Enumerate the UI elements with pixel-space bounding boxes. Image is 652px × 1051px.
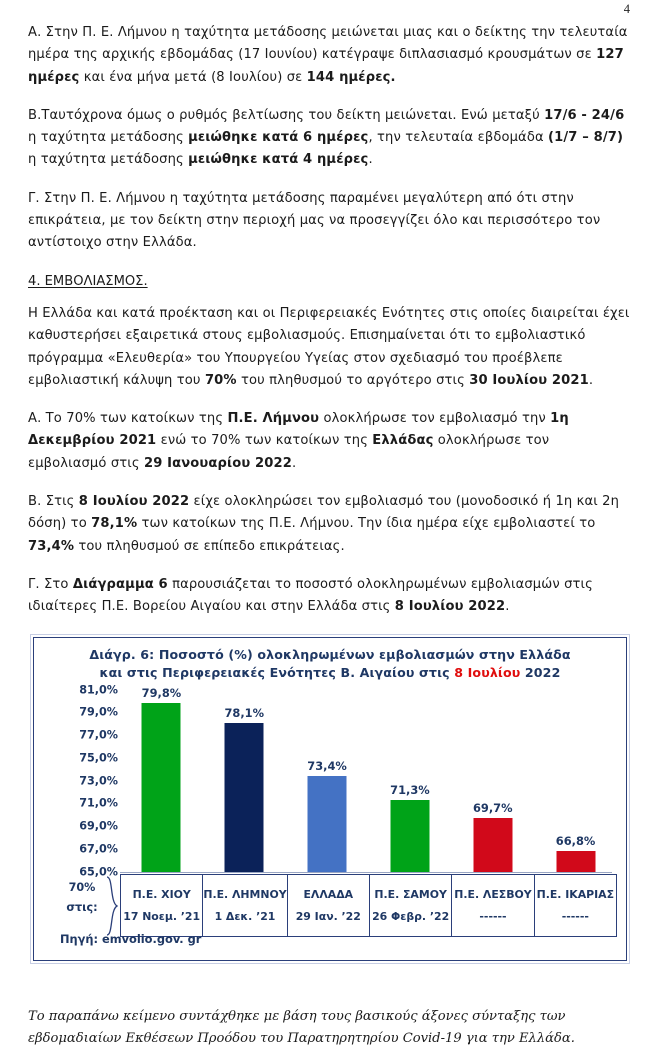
paragraph-a-text-2: και ένα μήνα μετά (8 Ιουλίου) σε bbox=[79, 69, 307, 85]
paragraph-vaccination-b bbox=[18, 491, 634, 558]
chart-category-cell bbox=[121, 875, 203, 936]
vax-b-bold-3: 73,4% bbox=[28, 538, 75, 554]
paragraph-b-bold-1: 17/6 - 24/6 bbox=[544, 107, 625, 123]
chart-y-axis bbox=[46, 683, 118, 879]
chart-category-name: Π.Ε. ΣΑΜΟΥ bbox=[374, 887, 447, 901]
vax-intro-text-1: Η Ελλάδα και κατά προέκταση και οι Περιφερειακές Ενότητες στις οποίες διαιρείται έχει καθυστερήσει εξαιρετικά στους εμβολιασμούς. Επισημαίνεται ότι το εμβολιαστικό πρόγραμμα «Ελευθερία» του Υπουργείου Υγείας στον σχεδιασμό του προέβλεπε εμβολιαστική κάλυψη του bbox=[28, 305, 630, 388]
chart-bar-value-label: 69,7% bbox=[472, 801, 513, 816]
paragraph-b-bold-4: μειώθηκε κατά 4 ημέρες bbox=[188, 152, 369, 168]
paragraph-b-text-3: , την τελευταία εβδομάδα bbox=[368, 130, 549, 146]
chart-category-name: Π.Ε. ΙΚΑΡΙΑΣ bbox=[536, 887, 615, 901]
chart-row-label-line-1: 70% bbox=[68, 880, 96, 894]
chart-category-name: Π.Ε. ΧΙΟΥ bbox=[132, 887, 191, 901]
page-number: 4 bbox=[623, 2, 630, 16]
chart-category-cell bbox=[452, 875, 534, 936]
vax-b-text-3: των κατοίκων της Π.Ε. Λήμνου. Την ίδια ημέρα είχε εμβολιαστεί το bbox=[137, 516, 596, 532]
chart-bar-slot bbox=[120, 686, 203, 872]
chart-bar bbox=[142, 703, 181, 871]
chart-title-line-1: Διάγρ. 6: Ποσοστό (%) ολοκληρωμένων εμβολιασμών στην Ελλάδα bbox=[89, 646, 571, 662]
paragraph-vaccination-intro bbox=[18, 303, 634, 392]
vax-b-text-4: του πληθυσμού σε επίπεδο επικράτειας. bbox=[74, 538, 345, 554]
chart-category-cell bbox=[288, 875, 370, 936]
vax-a-bold-3: Ελλάδας bbox=[372, 433, 434, 449]
chart-category-name: Π.Ε. ΛΕΣΒΟΥ bbox=[454, 887, 532, 901]
chart-source-label: Πηγή: emvolio.gov. gr bbox=[60, 931, 202, 946]
paragraph-vaccination-c bbox=[18, 574, 634, 619]
chart-bar-value-label: 71,3% bbox=[390, 782, 430, 797]
chart-category-date: 29 Ιαν. ’22 bbox=[295, 909, 361, 923]
vax-c-bold-1: Διάγραμμα 6 bbox=[72, 576, 168, 592]
paragraph-vaccination-a bbox=[18, 408, 634, 475]
vax-a-text-2: ολοκλήρωσε τον εμβολιασμό την bbox=[319, 411, 551, 427]
chart-category-table bbox=[120, 874, 617, 937]
vax-b-bold-2: 78,1% bbox=[91, 516, 138, 532]
vax-intro-bold-1: 70% bbox=[204, 372, 237, 388]
paragraph-b-text-1: Β.Ταυτόχρονα όμως ο ρυθμός βελτίωσης του δείκτη μειώνεται. Ενώ μεταξύ bbox=[28, 107, 545, 123]
chart-category-name: Π.Ε. ΛΗΜΝΟΥ bbox=[203, 887, 287, 901]
section-heading-text: 4. ΕΜΒΟΛΙΑΣΜΟΣ. bbox=[28, 273, 148, 289]
chart-bar bbox=[390, 800, 429, 872]
section-heading-vaccination bbox=[18, 271, 634, 293]
paragraph-b-bold-2: μειώθηκε κατά 6 ημέρες bbox=[188, 130, 369, 146]
chart-plot-area bbox=[120, 686, 617, 872]
paragraph-a-text-1: Α. Στην Π. Ε. Λήμνου η ταχύτητα μετάδοσης μειώνεται μιας και ο δείκτης την τελευταία ημέρα της αρχικής εβδομάδας (17 Ιουνίου) κατέγραψε διπλασιασμό κρουσμάτων σε bbox=[28, 25, 628, 63]
vax-a-text-5: . bbox=[292, 455, 297, 471]
chart-bar-value-label: 79,8% bbox=[141, 686, 182, 701]
chart-y-tick: 79,0% bbox=[79, 705, 118, 719]
vax-a-bold-4: 29 Ιανουαρίου 2022 bbox=[143, 455, 293, 471]
chart-bar-value-label: 66,8% bbox=[555, 834, 596, 849]
chart-category-cell bbox=[535, 875, 616, 936]
chart-y-tick: 73,0% bbox=[79, 774, 118, 788]
chart-category-cell bbox=[203, 875, 287, 936]
chart-y-tick: 75,0% bbox=[79, 751, 118, 765]
chart-row-label-line-2: στις: bbox=[66, 900, 98, 914]
paragraph-b-text-2: η ταχύτητα μετάδοσης bbox=[28, 130, 189, 146]
chart-bar bbox=[308, 776, 347, 872]
vax-a-text-3: ενώ το 70% των κατοίκων της bbox=[156, 433, 373, 449]
chart-diagram-6 bbox=[30, 634, 630, 964]
closing-note: Το παραπάνω κείμενο συντάχθηκε με βάση τους βασικούς άξονες σύνταξης των εβδομαδιαίων Εκθέσεων Προόδου του Παρατηρητηρίου Covid-19 για την Ελλάδα. bbox=[28, 1008, 575, 1047]
vax-b-text-1: Β. Στις bbox=[28, 494, 79, 510]
vax-c-text-3: . bbox=[505, 599, 510, 615]
chart-category-date: ------ bbox=[479, 909, 507, 923]
chart-row-label bbox=[56, 878, 108, 918]
vax-c-bold-2: 8 Ιουλίου 2022 bbox=[394, 599, 506, 615]
chart-y-tick: 69,0% bbox=[79, 819, 118, 833]
chart-category-date: 1 Δεκ. ’21 bbox=[214, 909, 276, 923]
chart-category-date: 17 Νοεμ. ’21 bbox=[123, 909, 201, 923]
paragraph-b-text-5: . bbox=[368, 152, 373, 168]
chart-category-name: ΕΛΛΑΔΑ bbox=[303, 887, 354, 901]
chart-title-date-highlight: 8 Ιουλίου bbox=[454, 664, 521, 680]
chart-bar-slot bbox=[203, 690, 286, 872]
chart-y-tick: 65,0% bbox=[79, 865, 118, 879]
chart-inner-frame bbox=[33, 637, 627, 961]
paragraph-a-bold-2: 144 ημέρες. bbox=[306, 69, 396, 85]
paragraph-a-bold-1: 127 ημέρες bbox=[28, 47, 624, 85]
chart-bar-slot bbox=[451, 690, 534, 872]
chart-bar-value-label: 73,4% bbox=[307, 758, 347, 773]
chart-title-line-2-pre: και στις Περιφερειακές Ενότητες Β. Αιγαίου στις bbox=[99, 664, 455, 680]
chart-bar-slot bbox=[534, 690, 617, 872]
vax-intro-bold-2: 30 Ιουλίου 2021 bbox=[469, 372, 589, 388]
chart-y-tick: 71,0% bbox=[79, 796, 118, 810]
chart-title bbox=[34, 646, 626, 682]
chart-bar bbox=[556, 851, 595, 871]
vax-a-text-1: Α. Το 70% των κατοίκων της bbox=[28, 411, 228, 427]
chart-bar bbox=[473, 818, 512, 871]
paragraph-c-text-1: Γ. Στην Π. Ε. Λήμνου η ταχύτητα μετάδοσης παραμένει μεγαλύτερη από ότι στην επικράτεια, με τον δείκτη στην περιοχή μας να προσεγγίζει όλο και περισσότερο τον αντίστοιχο στην Ελλάδα. bbox=[28, 190, 601, 251]
chart-title-line-2 bbox=[34, 664, 626, 682]
vax-a-bold-2: 1η Δεκεμβρίου 2021 bbox=[28, 411, 569, 449]
chart-y-tick: 81,0% bbox=[79, 683, 118, 697]
chart-category-date: ------ bbox=[561, 909, 589, 923]
vax-c-text-2: παρουσιάζεται το ποσοστό ολοκληρωμένων εμβολιασμών στις ιδιαίτερες Π.Ε. Βορείου Αιγαίου και στην Ελλάδα στις bbox=[28, 576, 593, 615]
vax-intro-text-3: . bbox=[588, 372, 594, 388]
vax-intro-text-2: του πληθυσμού το αργότερο στις bbox=[236, 372, 470, 388]
paragraph-a-transmission bbox=[18, 0, 634, 89]
chart-y-tick: 67,0% bbox=[79, 842, 118, 856]
chart-category-date: 26 Φεβρ. ’22 bbox=[372, 909, 450, 923]
vax-b-text-2: είχε ολοκληρώσει τον εμβολιασμό του (μονοδοσικό ή 1η και 2η δόση) το bbox=[28, 494, 619, 532]
vax-a-text-4: ολοκλήρωσε τον εμβολιασμό στις bbox=[28, 433, 550, 471]
paragraph-b-transmission bbox=[18, 105, 634, 172]
vax-a-bold-1: Π.Ε. Λήμνου bbox=[227, 411, 320, 427]
chart-bar-slot bbox=[286, 690, 369, 872]
paragraph-b-text-4: η ταχύτητα μετάδοσης bbox=[28, 152, 189, 168]
vax-b-bold-1: 8 Ιουλίου 2022 bbox=[78, 494, 190, 510]
chart-bar-value-label: 78,1% bbox=[224, 705, 264, 720]
chart-bar bbox=[225, 723, 264, 872]
chart-category-cell bbox=[370, 875, 452, 936]
chart-y-tick: 77,0% bbox=[79, 728, 118, 742]
curly-brace-icon bbox=[106, 876, 118, 936]
chart-title-line-2-post: 2022 bbox=[520, 664, 561, 680]
paragraph-c-transmission bbox=[18, 188, 634, 255]
chart-bar-slot bbox=[369, 690, 452, 872]
paragraph-b-bold-3: (1/7 – 8/7) bbox=[548, 130, 624, 146]
vax-c-text-1: Γ. Στο bbox=[28, 576, 73, 592]
